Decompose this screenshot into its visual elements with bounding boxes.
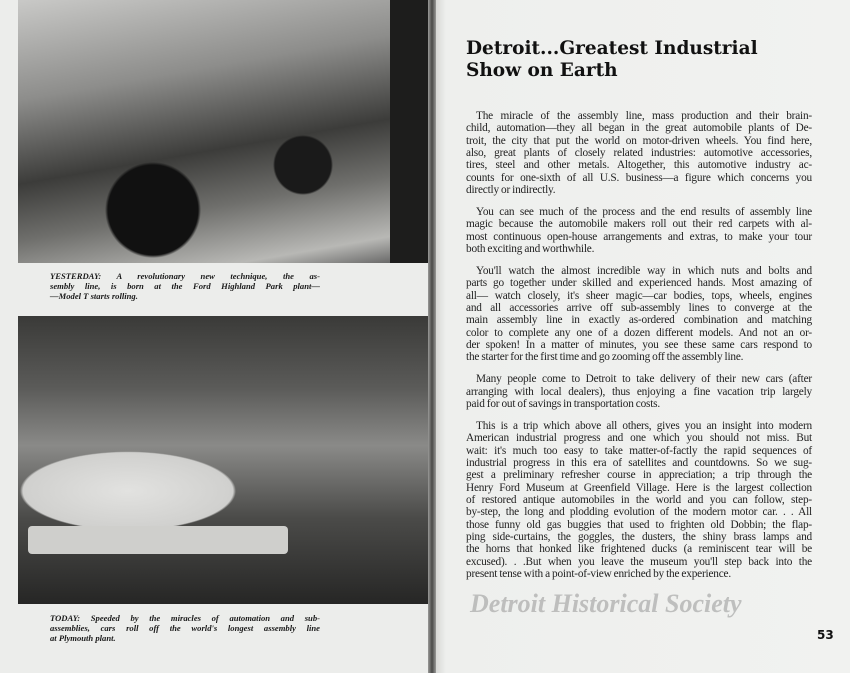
page-number: 53 (817, 628, 834, 642)
text-line: by-step, the long and plodding evolution of the modern motor car. . . All (466, 506, 812, 519)
paragraph (466, 265, 812, 364)
text-line: parts go together under skilled and experienced hands. Most amazing of (466, 277, 812, 290)
paragraph (466, 206, 812, 255)
caption-line: sembly line, is born at the Ford Highland Park plant— (50, 281, 320, 291)
text-line: You can see much of the process and the end results of assembly line (476, 205, 812, 218)
photo-plymouth-assembly-line (18, 316, 430, 604)
text-line: ping side-curtains, the goggles, the dusters, the shiny brass lamps and (466, 530, 812, 543)
text-line: color to complete any one of a dozen different models. And not an or- (466, 326, 812, 339)
text-line: troit, the city that put the world on motor-driven wheels. You find here, (466, 134, 812, 147)
text-line: der spoken! In a matter of minutes, you see these same cars respond to (466, 338, 812, 351)
text-line: tires, steel and other metals. Altogether, this automotive industry ac- (466, 159, 812, 172)
text-line: and all accessories arrive off sub-assembly lines to converge at the (466, 301, 812, 314)
text-line: main assembly line in exactly as-ordered combination and matching (466, 314, 812, 327)
text-line: the horns that honked like frightened ducks (a reminiscent tear will be (466, 543, 812, 556)
text-line: also, great plants of closely related industries: automotive accessories, (466, 146, 812, 159)
caption-line: assemblies, cars roll off the world's longest assembly line (50, 623, 320, 633)
caption-line: TODAY: Speeded by the miracles of automation and sub- (50, 613, 320, 623)
text-line: wait: it's much too easy to take matter-of-factly the rapid sequences of (466, 444, 812, 457)
text-line: This is a trip which above all others, gives you an insight into modern (476, 419, 812, 432)
text-line: paid for out of savings in transportation costs. (466, 397, 660, 410)
page-title (466, 38, 758, 82)
text-line: excused). . .But when you leave the museum you'll step back into the (466, 555, 812, 568)
text-line: American industrial progress and one which you should not miss. But (466, 432, 812, 445)
text-line: You'll watch the almost incredible way in which nuts and bolts and (476, 264, 812, 277)
paragraph (466, 373, 812, 410)
caption-line: YESTERDAY: A revolutionary new technique, the as- (50, 271, 320, 281)
text-line: magic because the automobile makers roll out their red carpets with al- (466, 218, 812, 231)
text-line: industrial progress in this era of satellites and countdowns. So we sug- (466, 456, 812, 469)
paragraph (466, 110, 812, 196)
text-line: arranging with local dealers), thus enjoying a fine vacation trip largely (466, 385, 812, 398)
text-line: counts for one-sixth of all U.S. business—a figure which concerns you (466, 171, 812, 184)
text-line: Henry Ford Museum at Greenfield Village. Here is the largest collection (466, 481, 812, 494)
text-line: of restored antique automobiles in the world and you can follow, step- (466, 493, 812, 506)
article-body (466, 110, 812, 590)
paragraph (466, 420, 812, 580)
text-line: all— watch closely, it's sheer magic—car bodies, tops, wheels, engines (466, 289, 812, 302)
caption-today (50, 613, 320, 643)
text-line: the starter for the first time and go zooming off the assembly line. (466, 351, 744, 364)
watermark: Detroit Historical Society (470, 589, 742, 618)
caption-yesterday (50, 271, 320, 301)
text-line: both exciting and worthwhile. (466, 242, 595, 255)
book-gutter (428, 0, 436, 673)
text-line: gest a preliminary refresher course in appreciation; a trip through the (466, 469, 812, 482)
title-line: Show on Earth (466, 60, 618, 81)
text-line: Many people come to Detroit to take delivery of their new cars (after (476, 373, 812, 386)
text-line: directly or indirectly. (466, 183, 556, 196)
photo-model-t-assembly-line (18, 0, 430, 263)
text-line: child, automation—they all began in the great automobile plants of De- (466, 122, 812, 135)
text-line: most continuous open-house arrangements and extras, to make your tour (466, 230, 812, 243)
title-line: Detroit...Greatest Industrial (466, 38, 758, 59)
text-line: those funny old gas buggies that used to frighten old Dobbin; the flap- (466, 518, 812, 531)
text-line: present tense with a point-of-view enriched by the experience. (466, 567, 731, 580)
caption-line: at Plymouth plant. (50, 633, 116, 643)
text-line: The miracle of the assembly line, mass production and their brain- (476, 110, 812, 122)
caption-line: —Model T starts rolling. (50, 291, 138, 301)
